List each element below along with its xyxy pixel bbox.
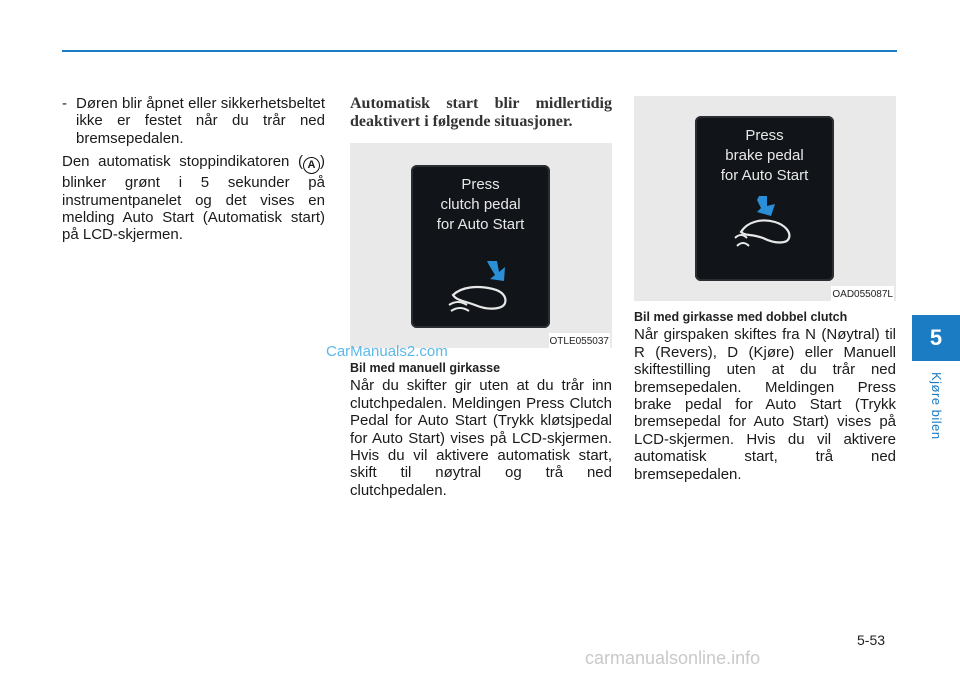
indicator-paragraph [62,153,325,244]
figure-manual-clutch [350,143,612,348]
lcd-screen [695,116,834,281]
page-number: 5-53 [857,632,886,648]
column-right [634,96,896,483]
figure-code: OAD055087L [831,286,894,303]
indicator-text-after: ) blinker grønt i 5 sekunder på instrumentpanelet og det vises en melding Auto Start (Automatisk start) på LCD-skjermen. [62,153,325,244]
watermark-bottom: carmanualsonline.info [585,648,761,668]
column-middle [350,95,612,499]
watermark-top: CarManuals2.com [326,343,448,360]
bullet-text: Døren blir åpnet eller sikkerhetsbeltet ikke er festet når du trår ned bremsepedalen. [76,95,325,147]
figure-code: OTLE055037 [549,333,611,350]
figure-caption: Bil med girkasse med dobbel clutch [634,310,848,324]
body-text: Når girspaken skiftes fra N (Nøytral) til R (Revers), D (Kjøre) eller Manuell skiftestilling uten at du trår ned bremsepedalen. Meldingen Press brake pedal for Auto Start (Trykk bremsepedal for Auto Start) vises på LCD-skjermen. Hvis du vil aktivere automatisk start, trå ned bremsepedalen. [634,326,896,483]
pedal-icon [447,257,517,315]
auto-stop-indicator-icon: A [303,157,320,174]
column-left [62,95,325,244]
arrow-icon [487,261,505,281]
figure-dual-clutch [634,96,896,301]
lcd-message: Press brake pedal for Auto Start [720,127,809,184]
chapter-title: Kjøre bilen [929,372,944,440]
lcd-message: Press clutch pedal for Auto Start [436,176,525,233]
pedal-icon [731,192,801,252]
bullet-dash: - [62,95,67,112]
section-heading: Automatisk start blir midlertidig deaktivert i følgende situasjoner. [350,95,612,130]
bullet-item [62,95,325,147]
chapter-tab: 5 [912,315,960,361]
figure-caption: Bil med manuell girkasse [350,361,501,375]
top-rule [62,50,897,52]
indicator-text-before: Den automatisk stoppindikatoren ( [62,153,303,171]
body-text: Når du skifter gir uten at du trår inn clutchpedalen. Meldingen Press Clutch Pedal for Auto Start (Trykk kløtsjpedal for Auto Start) vises på LCD-skjermen. Hvis du vil aktivere automatisk start, skift til nøytral og trå ned clutchpedalen. [350,377,612,499]
lcd-screen [411,165,550,328]
arrow-icon [757,196,775,216]
